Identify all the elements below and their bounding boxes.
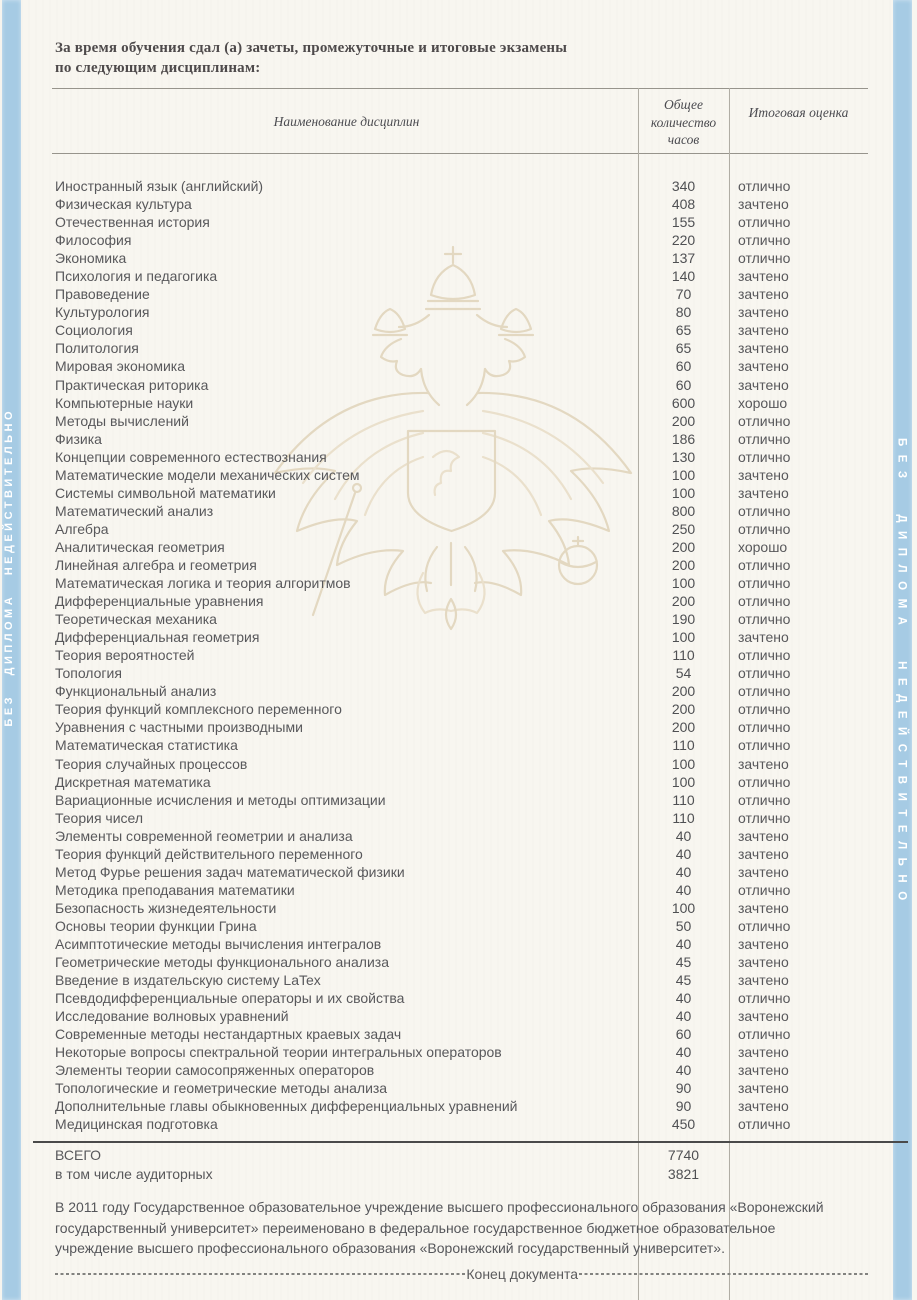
- table-row: [55, 267, 868, 285]
- subject-name: Системы символьной математики: [55, 484, 276, 501]
- table-row: [55, 899, 868, 917]
- subject-grade: зачтено: [738, 972, 789, 989]
- subject-name: Элементы теории самосопряженных операторов: [55, 1062, 375, 1079]
- table-row: [55, 177, 868, 195]
- subject-name: Безопасность жизнедеятельности: [55, 899, 277, 916]
- subject-hours: 100: [671, 773, 696, 790]
- table-row: [55, 448, 868, 466]
- table-row: [55, 1025, 868, 1043]
- table-row: [55, 791, 868, 809]
- subject-grade: хорошо: [738, 538, 788, 555]
- subject-name: Мировая экономика: [55, 358, 185, 375]
- subject-hours: 110: [672, 647, 695, 664]
- subject-hours: 137: [671, 250, 696, 267]
- subject-name: Компьютерные науки: [55, 394, 194, 411]
- subject-name: Математическая статистика: [55, 737, 238, 754]
- subject-hours: 40: [675, 1008, 692, 1025]
- subject-hours: 90: [675, 1098, 692, 1115]
- dashed-rule-left: [55, 1273, 465, 1275]
- subject-hours: 200: [671, 556, 696, 573]
- subject-grade: зачтено: [738, 629, 789, 646]
- total-grade-empty: [729, 1165, 868, 1184]
- subject-hours: 54: [675, 665, 692, 682]
- table-row: [55, 628, 868, 646]
- subject-hours: 200: [671, 719, 696, 736]
- subject-name: Топология: [55, 665, 122, 682]
- subject-name: Геометрические методы функционального анализа: [55, 954, 389, 971]
- security-strip-text-left: БЕЗ ДИПЛОМА НЕДЕЙСТВИТЕЛЬНО: [3, 408, 15, 727]
- subject-name: Теория функций действительного переменного: [55, 845, 363, 862]
- subject-hours: 40: [675, 881, 692, 898]
- subject-grade: зачтено: [738, 376, 789, 393]
- intro-text: [55, 39, 567, 78]
- subject-name: Метод Фурье решения задач математической физики: [55, 863, 405, 880]
- table-row: [55, 682, 868, 700]
- subject-hours: 60: [675, 376, 692, 393]
- subject-hours: 45: [675, 972, 692, 989]
- subject-name: Элементы современной геометрии и анализа: [55, 827, 353, 844]
- table-row: [55, 538, 868, 556]
- subject-grade: зачтено: [738, 755, 789, 772]
- column-header-hours: Общее количество часов: [650, 97, 717, 147]
- table-row: [55, 863, 868, 881]
- subject-name: Исследование волновых уравнений: [55, 1008, 289, 1025]
- table-row: [55, 502, 868, 520]
- subject-name: Методы вычислений: [55, 412, 189, 429]
- subject-grade: отлично: [738, 448, 791, 465]
- subject-name: Асимптотические методы вычисления интегралов: [55, 935, 382, 952]
- table-row: [55, 592, 868, 610]
- subject-grade: отлично: [738, 178, 791, 194]
- table-row: [55, 1115, 868, 1133]
- table-row: [55, 755, 868, 773]
- table-row: [55, 1061, 868, 1079]
- table-row: [55, 430, 868, 448]
- table-row: [55, 376, 868, 394]
- subject-grade: отлично: [738, 647, 791, 664]
- subject-name: Теория функций комплексного переменного: [55, 701, 342, 718]
- table-row: [55, 195, 868, 213]
- table-row: [55, 881, 868, 899]
- subject-name: Психология и педагогика: [55, 268, 218, 285]
- subject-grade: отлично: [738, 683, 791, 700]
- subject-name: Некоторые вопросы спектральной теории интегральных операторов: [55, 1044, 502, 1061]
- subject-hours: 200: [671, 538, 696, 555]
- table-row: [55, 664, 868, 682]
- end-of-document-label: Конец документа: [466, 1266, 579, 1282]
- subject-grade: отлично: [738, 737, 791, 754]
- subject-name: Теория вероятностей: [55, 647, 195, 664]
- subject-hours: 40: [675, 1044, 692, 1061]
- subject-hours: 70: [675, 286, 692, 303]
- subject-grade: зачтено: [738, 954, 789, 971]
- subject-grade: отлично: [738, 502, 791, 519]
- subject-hours: 155: [671, 214, 696, 231]
- table-header-rule: [52, 153, 868, 154]
- table-row: [55, 249, 868, 267]
- subject-grade: отлично: [738, 575, 791, 592]
- subject-grade: отлично: [738, 611, 791, 628]
- subject-name: Математическая логика и теория алгоритмов: [55, 575, 351, 592]
- subject-grade: зачтено: [738, 466, 789, 483]
- table-row: [55, 935, 868, 953]
- subject-hours: 600: [671, 394, 696, 411]
- subject-hours: 100: [671, 466, 696, 483]
- table-row: [55, 736, 868, 754]
- subject-grade: зачтено: [738, 286, 789, 303]
- table-row: [55, 827, 868, 845]
- subject-hours: 90: [675, 1080, 692, 1097]
- intro-line-1: За время обучения сдал (а) зачеты, промежуточные и итоговые экзамены: [55, 40, 568, 56]
- subject-hours: 110: [672, 737, 695, 754]
- subject-grade: зачтено: [738, 845, 789, 862]
- subject-name: Математические модели механических систем: [55, 466, 360, 483]
- table-top-rule: [52, 88, 868, 89]
- total-label: ВСЕГО: [55, 1147, 102, 1163]
- table-row: [55, 285, 868, 303]
- subject-grade: отлично: [738, 665, 791, 682]
- subject-name: Математический анализ: [55, 502, 214, 519]
- subject-name: Введение в издательскую систему LaTex: [55, 972, 321, 989]
- table-row: [55, 953, 868, 971]
- table-totals: [55, 1146, 868, 1184]
- subject-grade: отлично: [738, 701, 791, 718]
- subject-grade: зачтено: [738, 358, 789, 375]
- subject-name: Дифференциальная геометрия: [55, 629, 260, 646]
- table-row: [55, 1043, 868, 1061]
- subject-name: Теоретическая механика: [55, 611, 217, 628]
- table-row: [55, 773, 868, 791]
- subject-hours: 250: [671, 520, 696, 537]
- subject-grade: отлично: [738, 412, 791, 429]
- dashed-rule-right: [579, 1273, 868, 1275]
- column-header-grade: Итоговая оценка: [748, 105, 849, 120]
- security-strip-text-right: БЕЗ ДИПЛОМА НЕДЕЙСТВИТЕЛЬНО: [895, 438, 908, 909]
- subject-hours: 100: [671, 755, 696, 772]
- subject-hours: 40: [675, 863, 692, 880]
- subject-name: Практическая риторика: [55, 376, 209, 393]
- subject-name: Теория случайных процессов: [55, 755, 248, 772]
- table-row: [55, 574, 868, 592]
- subject-name: Топологические и геометрические методы анализа: [55, 1080, 388, 1097]
- subject-hours: 450: [671, 1116, 696, 1133]
- subject-grade: зачтено: [738, 1062, 789, 1079]
- subject-hours: 80: [675, 304, 692, 321]
- subject-grade: отлично: [738, 773, 791, 790]
- subject-grade: зачтено: [738, 322, 789, 339]
- subject-grade: отлично: [738, 990, 791, 1007]
- subject-hours: 340: [671, 178, 696, 194]
- subject-hours: 50: [675, 917, 692, 934]
- table-row: [55, 357, 868, 375]
- subject-hours: 140: [671, 268, 696, 285]
- table-row: [55, 412, 868, 430]
- table-row: [55, 556, 868, 574]
- subject-grade: зачтено: [738, 863, 789, 880]
- subject-name: Методика преподавания математики: [55, 881, 295, 898]
- subject-grade: зачтено: [738, 340, 789, 357]
- subject-hours: 800: [671, 502, 696, 519]
- subject-hours: 190: [671, 611, 696, 628]
- subject-grade: зачтено: [738, 268, 789, 285]
- renaming-note: В 2011 году Государственное образовательное учреждение высшего профессионального образования «Воронежский государственный университет» переименовано в федеральное государственное бюджетное образовательное учреждение высшего профессионального образования «Воронежский государственный университет».: [55, 1199, 824, 1256]
- subject-name: Физическая культура: [55, 196, 192, 213]
- subject-grade: отлично: [738, 1116, 791, 1133]
- total-row: [55, 1146, 868, 1165]
- subject-grade: отлично: [738, 520, 791, 537]
- table-row: [55, 1079, 868, 1097]
- table-row: [55, 718, 868, 736]
- subject-hours: 200: [671, 593, 696, 610]
- subject-name: Культурология: [55, 304, 150, 321]
- subject-hours: 200: [671, 701, 696, 718]
- subject-name: Правоведение: [55, 286, 150, 303]
- subject-name: Основы теории функции Грина: [55, 917, 257, 934]
- subject-hours: 130: [671, 448, 696, 465]
- table-row: [55, 646, 868, 664]
- subject-hours: 65: [675, 340, 692, 357]
- subject-hours: 65: [675, 322, 692, 339]
- subject-hours: 100: [671, 899, 696, 916]
- subject-grade: зачтено: [738, 484, 789, 501]
- table-row: [55, 231, 868, 249]
- subject-name: Линейная алгебра и геометрия: [55, 556, 257, 573]
- table-row: [55, 700, 868, 718]
- table-row: [55, 484, 868, 502]
- subject-name: Иностранный язык (английский): [55, 178, 264, 194]
- subject-grade: зачтено: [738, 1080, 789, 1097]
- table-row: [55, 321, 868, 339]
- total-row: [55, 1165, 868, 1184]
- table-row: [55, 466, 868, 484]
- table-row: [55, 809, 868, 827]
- subject-hours: 40: [675, 845, 692, 862]
- table-row: [55, 1097, 868, 1115]
- subject-hours: 45: [675, 954, 692, 971]
- table-row: [55, 394, 868, 412]
- subject-grade: зачтено: [738, 304, 789, 321]
- table-row: [55, 520, 868, 538]
- table-total-rule: [33, 1141, 908, 1143]
- subject-grade: зачтено: [738, 196, 789, 213]
- table-row: [55, 989, 868, 1007]
- end-of-document-line: [55, 1265, 868, 1283]
- subject-hours: 186: [671, 430, 696, 447]
- subject-name: Философия: [55, 232, 132, 249]
- intro-line-2: по следующим дисциплинам:: [55, 59, 261, 76]
- subject-grade: отлично: [738, 719, 791, 736]
- table-row: [55, 339, 868, 357]
- total-hours: 3821: [667, 1166, 700, 1182]
- subject-grade: отлично: [738, 556, 791, 573]
- subject-hours: 60: [675, 358, 692, 375]
- subject-name: Уравнения с частными производными: [55, 719, 303, 736]
- subject-grade: отлично: [738, 232, 791, 249]
- subject-hours: 100: [671, 484, 696, 501]
- subject-grade: зачтено: [738, 1098, 789, 1115]
- table-body: [55, 177, 868, 1133]
- table-row: [55, 971, 868, 989]
- subject-hours: 220: [671, 232, 696, 249]
- subject-name: Аналитическая геометрия: [55, 538, 225, 555]
- total-grade-empty: [729, 1146, 868, 1165]
- subject-grade: хорошо: [738, 394, 788, 411]
- subject-name: Вариационные исчисления и методы оптимизации: [55, 791, 386, 808]
- subject-grade: отлично: [738, 809, 791, 826]
- subject-name: Физика: [55, 430, 102, 447]
- subject-name: Теория чисел: [55, 809, 144, 826]
- subject-name: Дифференциальные уравнения: [55, 593, 264, 610]
- subject-grade: зачтено: [738, 1044, 789, 1061]
- subject-name: Концепции современного естествознания: [55, 448, 327, 465]
- subject-grade: отлично: [738, 250, 791, 267]
- subject-grade: отлично: [738, 881, 791, 898]
- subject-name: Современные методы нестандартных краевых задач: [55, 1026, 402, 1043]
- table-row: [55, 303, 868, 321]
- subject-name: Функциональный анализ: [55, 683, 217, 700]
- subject-name: Экономика: [55, 250, 127, 267]
- subject-grade: отлично: [738, 917, 791, 934]
- subject-grade: отлично: [738, 214, 791, 231]
- subject-grade: зачтено: [738, 899, 789, 916]
- subject-grade: отлично: [738, 593, 791, 610]
- subject-hours: 110: [672, 809, 695, 826]
- subject-hours: 100: [671, 575, 696, 592]
- subject-name: Социология: [55, 322, 133, 339]
- subject-hours: 40: [675, 990, 692, 1007]
- total-hours: 7740: [667, 1147, 700, 1163]
- table-row: [55, 845, 868, 863]
- table-row: [55, 1007, 868, 1025]
- subject-hours: 110: [672, 791, 695, 808]
- subject-name: Дополнительные главы обыкновенных дифференциальных уравнений: [55, 1098, 518, 1115]
- subject-grade: отлично: [738, 1026, 791, 1043]
- subject-name: Медицинская подготовка: [55, 1116, 218, 1133]
- subject-name: Дискретная математика: [55, 773, 211, 790]
- subject-hours: 408: [671, 196, 696, 213]
- subject-name: Отечественная история: [55, 214, 210, 231]
- table-row: [55, 213, 868, 231]
- subject-grade: зачтено: [738, 1008, 789, 1025]
- subject-hours: 40: [675, 935, 692, 952]
- table-row: [55, 917, 868, 935]
- subject-hours: 100: [671, 629, 696, 646]
- subject-name: Алгебра: [55, 520, 109, 537]
- subject-grade: отлично: [738, 430, 791, 447]
- table-row: [55, 610, 868, 628]
- subject-grade: зачтено: [738, 935, 789, 952]
- subject-name: Политология: [55, 340, 139, 357]
- subject-grade: отлично: [738, 791, 791, 808]
- total-label: в том числе аудиторных: [55, 1166, 213, 1182]
- subject-hours: 200: [671, 683, 696, 700]
- subject-hours: 40: [675, 827, 692, 844]
- subject-name: Псевдодифференциальные операторы и их свойства: [55, 990, 405, 1007]
- subject-hours: 60: [675, 1026, 692, 1043]
- subject-hours: 40: [675, 1062, 692, 1079]
- column-header-name: Наименование дисциплин: [273, 114, 420, 129]
- subject-grade: зачтено: [738, 827, 789, 844]
- subject-hours: 200: [671, 412, 696, 429]
